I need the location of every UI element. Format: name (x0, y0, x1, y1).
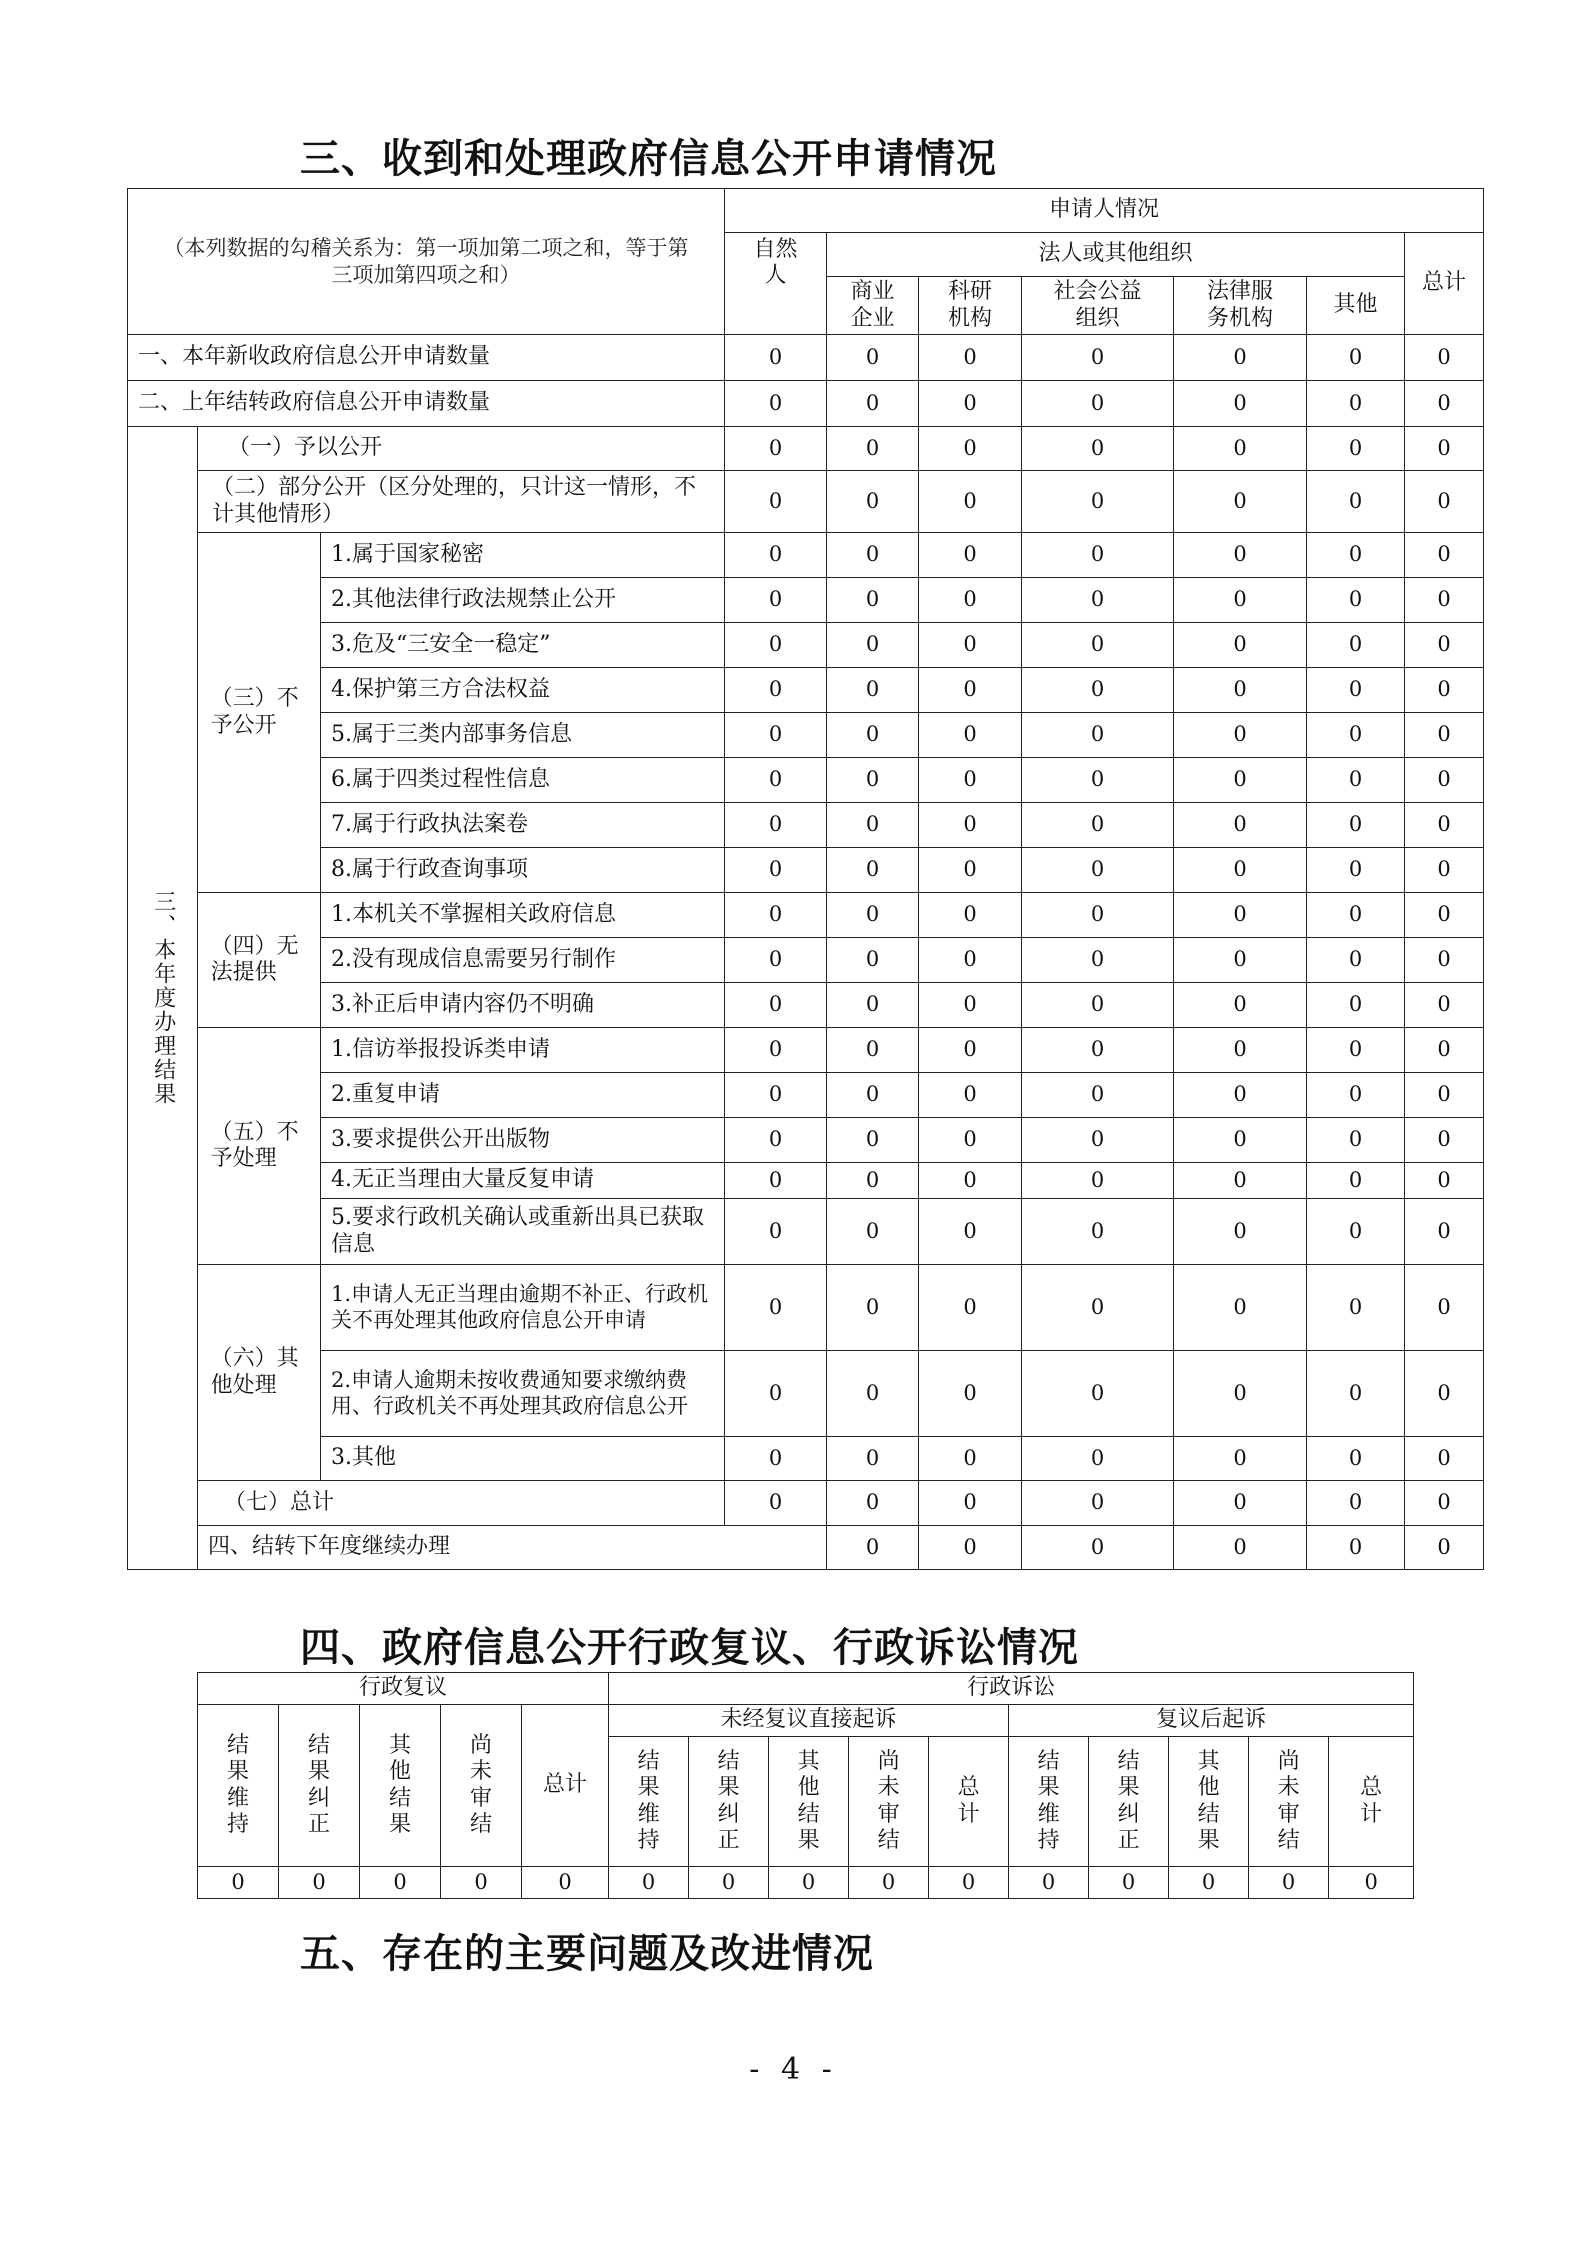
cell: 0 (725, 1199, 827, 1265)
cell: 0 (919, 578, 1022, 623)
cell: 0 (769, 1867, 849, 1899)
cell: 0 (1307, 803, 1405, 848)
cell: 0 (827, 533, 919, 578)
table-row (128, 1028, 1484, 1073)
cell: 0 (1169, 1867, 1249, 1899)
cell: 0 (1022, 803, 1174, 848)
table-row (128, 381, 1484, 427)
cell: 0 (1307, 1265, 1405, 1351)
table-row (128, 1163, 1484, 1199)
cell: 0 (827, 1351, 919, 1437)
cell: 0 (1022, 1526, 1174, 1570)
cell: 0 (827, 623, 919, 668)
cell: 0 (919, 427, 1022, 471)
cell: 0 (725, 758, 827, 803)
table-row (128, 938, 1484, 983)
cell: 0 (1405, 803, 1484, 848)
cell: 0 (1307, 893, 1405, 938)
col-legal-service: 法律服务机构 (1174, 277, 1307, 335)
cell: 0 (1405, 1028, 1484, 1073)
row-label: （二）部分公开（区分处理的，只计这一情形，不计其他情形） (198, 471, 725, 533)
cell: 0 (919, 713, 1022, 758)
cell: 0 (919, 381, 1022, 427)
cell: 0 (919, 758, 1022, 803)
after-col: 结果维持 (1009, 1737, 1089, 1867)
cell: 0 (827, 1073, 919, 1118)
cell: 0 (1174, 623, 1307, 668)
table-row (128, 803, 1484, 848)
cell: 0 (1307, 1028, 1405, 1073)
cell: 0 (919, 1028, 1022, 1073)
section4-title: 四、政府信息公开行政复议、行政诉讼情况 (300, 1625, 1079, 1671)
cell: 0 (827, 335, 919, 381)
table-note: （本列数据的勾稽关系为：第一项加第二项之和，等于第三项加第四项之和） (128, 189, 725, 335)
cell: 0 (1022, 1481, 1174, 1526)
cell: 0 (827, 1118, 919, 1163)
cell: 0 (1174, 713, 1307, 758)
col-commercial: 商业企业 (827, 277, 919, 335)
cell: 0 (725, 848, 827, 893)
cell: 0 (725, 668, 827, 713)
col-public-welfare: 社会公益组织 (1022, 277, 1174, 335)
cell: 0 (725, 1028, 827, 1073)
cell: 0 (1405, 1351, 1484, 1437)
table-row (128, 983, 1484, 1028)
cell: 0 (827, 1163, 919, 1199)
after-col: 其他结果 (1169, 1737, 1249, 1867)
row-label: 3.补正后申请内容仍不明确 (321, 983, 725, 1028)
direct-col: 结果纠正 (689, 1737, 769, 1867)
table-row (128, 758, 1484, 803)
cell: 0 (1022, 471, 1174, 533)
cell: 0 (1174, 1351, 1307, 1437)
cell: 0 (1022, 1028, 1174, 1073)
cell: 0 (1405, 1118, 1484, 1163)
cell: 0 (1174, 1118, 1307, 1163)
cell: 0 (827, 758, 919, 803)
cell: 0 (827, 983, 919, 1028)
cell: 0 (1022, 1118, 1174, 1163)
cell: 0 (1174, 1265, 1307, 1351)
cell: 0 (1174, 335, 1307, 381)
cell: 0 (1174, 578, 1307, 623)
cell: 0 (919, 983, 1022, 1028)
cell: 0 (1022, 1437, 1174, 1481)
cell: 0 (1009, 1867, 1089, 1899)
cell: 0 (1405, 713, 1484, 758)
cell: 0 (919, 1199, 1022, 1265)
cell: 0 (725, 1437, 827, 1481)
cell: 0 (827, 578, 919, 623)
cell: 0 (827, 1526, 919, 1570)
cell: 0 (1307, 335, 1405, 381)
cell: 0 (1307, 1199, 1405, 1265)
row-label: （七）总计 (198, 1481, 725, 1526)
cell: 0 (1307, 427, 1405, 471)
cell: 0 (919, 668, 1022, 713)
cell: 0 (1307, 471, 1405, 533)
cell: 0 (1405, 381, 1484, 427)
cell: 0 (1174, 668, 1307, 713)
cell: 0 (1307, 1118, 1405, 1163)
cell: 0 (725, 1118, 827, 1163)
cell: 0 (827, 381, 919, 427)
cell: 0 (919, 335, 1022, 381)
cell: 0 (1022, 533, 1174, 578)
cell: 0 (1307, 1073, 1405, 1118)
table-row (128, 1351, 1484, 1437)
cell: 0 (1405, 848, 1484, 893)
cell: 0 (1405, 578, 1484, 623)
cell: 0 (919, 471, 1022, 533)
row-label: 5.要求行政机关确认或重新出具已获取信息 (321, 1199, 725, 1265)
cell: 0 (1405, 758, 1484, 803)
cell: 0 (1022, 1199, 1174, 1265)
after-col: 总计 (1329, 1737, 1414, 1867)
review-col: 其他结果 (360, 1705, 441, 1867)
cell: 0 (725, 623, 827, 668)
table-row (128, 1481, 1484, 1526)
row-label: 4.保护第三方合法权益 (321, 668, 725, 713)
direct-col: 结果维持 (609, 1737, 689, 1867)
cell: 0 (1307, 623, 1405, 668)
cell: 0 (1022, 848, 1174, 893)
cell: 0 (1329, 1867, 1414, 1899)
row-label: 3.要求提供公开出版物 (321, 1118, 725, 1163)
cell: 0 (689, 1867, 769, 1899)
cell: 0 (1022, 1265, 1174, 1351)
cell: 0 (725, 1163, 827, 1199)
row-label: 1.申请人无正当理由逾期不补正、行政机关不再处理其他政府信息公开申请 (321, 1265, 725, 1351)
cell: 0 (279, 1867, 360, 1899)
cell: 0 (360, 1867, 441, 1899)
table-row (128, 1437, 1484, 1481)
cell: 0 (1022, 893, 1174, 938)
cell: 0 (725, 1351, 827, 1437)
cell: 0 (919, 1481, 1022, 1526)
row-label: 二、上年结转政府信息公开申请数量 (128, 381, 725, 427)
cell: 0 (1022, 1351, 1174, 1437)
table-row (128, 427, 1484, 471)
cell: 0 (198, 1867, 279, 1899)
cell: 0 (919, 848, 1022, 893)
cell: 0 (1307, 578, 1405, 623)
cell: 0 (827, 427, 919, 471)
cell: 0 (1022, 983, 1174, 1028)
cell: 0 (1174, 1526, 1307, 1570)
cell: 0 (919, 1526, 1022, 1570)
cell: 0 (1405, 623, 1484, 668)
application-table (127, 188, 1484, 1570)
table-row (128, 578, 1484, 623)
row-label: 1.属于国家秘密 (321, 533, 725, 578)
cell: 0 (1405, 533, 1484, 578)
cell: 0 (1174, 471, 1307, 533)
cell: 0 (1174, 1199, 1307, 1265)
table-row (128, 623, 1484, 668)
cell: 0 (827, 938, 919, 983)
review-litigation-table (197, 1672, 1414, 1899)
table-row (128, 335, 1484, 381)
cell: 0 (827, 1481, 919, 1526)
row-label: 4.无正当理由大量反复申请 (321, 1163, 725, 1199)
cell: 0 (1249, 1867, 1329, 1899)
cell: 0 (919, 1351, 1022, 1437)
cell: 0 (827, 713, 919, 758)
table-row (128, 471, 1484, 533)
cell: 0 (1174, 1437, 1307, 1481)
table-row (128, 1073, 1484, 1118)
cell: 0 (725, 803, 827, 848)
row-label: 2.其他法律行政法规禁止公开 (321, 578, 725, 623)
cell: 0 (1307, 381, 1405, 427)
cell: 0 (827, 1437, 919, 1481)
group-label: （五）不予处理 (198, 1028, 321, 1265)
cell: 0 (1174, 1028, 1307, 1073)
cell: 0 (1022, 623, 1174, 668)
group-label: （六）其他处理 (198, 1265, 321, 1481)
cell: 0 (1405, 1199, 1484, 1265)
cell: 0 (725, 1481, 827, 1526)
row-label: 3.危及“三安全一稳定” (321, 623, 725, 668)
cell: 0 (919, 1163, 1022, 1199)
row-label: 2.重复申请 (321, 1073, 725, 1118)
cell: 0 (1307, 1481, 1405, 1526)
cell: 0 (725, 471, 827, 533)
cell: 0 (725, 427, 827, 471)
cell: 0 (1307, 713, 1405, 758)
cell: 0 (725, 713, 827, 758)
cell: 0 (1174, 938, 1307, 983)
table-row (128, 533, 1484, 578)
cell: 0 (1307, 1351, 1405, 1437)
row-label: 2.没有现成信息需要另行制作 (321, 938, 725, 983)
cell: 0 (1174, 1073, 1307, 1118)
applicant-header: 申请人情况 (725, 189, 1484, 233)
cell: 0 (522, 1867, 609, 1899)
cell: 0 (725, 578, 827, 623)
after-header: 复议后起诉 (1009, 1705, 1414, 1737)
cell: 0 (1307, 938, 1405, 983)
review-header: 行政复议 (198, 1673, 609, 1705)
after-col: 尚未审结 (1249, 1737, 1329, 1867)
cell: 0 (919, 623, 1022, 668)
table-row (128, 713, 1484, 758)
section5-title: 五、存在的主要问题及改进情况 (300, 1931, 874, 1977)
row-label: 8.属于行政查询事项 (321, 848, 725, 893)
natural-person-header: 自然人 (725, 233, 827, 335)
table-row (198, 1867, 1414, 1899)
row-label: 6.属于四类过程性信息 (321, 758, 725, 803)
cell: 0 (1405, 938, 1484, 983)
cell: 0 (1405, 471, 1484, 533)
cell: 0 (1405, 668, 1484, 713)
direct-col: 尚未审结 (849, 1737, 929, 1867)
cell: 0 (1405, 1481, 1484, 1526)
row-label: 1.本机关不掌握相关政府信息 (321, 893, 725, 938)
cell: 0 (827, 471, 919, 533)
cell: 0 (1022, 938, 1174, 983)
cell: 0 (1307, 668, 1405, 713)
cell: 0 (919, 803, 1022, 848)
cell: 0 (725, 983, 827, 1028)
direct-col: 其他结果 (769, 1737, 849, 1867)
cell: 0 (919, 1073, 1022, 1118)
cell: 0 (1174, 1163, 1307, 1199)
cell: 0 (1174, 758, 1307, 803)
legal-group-header: 法人或其他组织 (827, 233, 1405, 277)
cell: 0 (1022, 381, 1174, 427)
review-col: 总计 (522, 1705, 609, 1867)
cell: 0 (919, 1118, 1022, 1163)
cell: 0 (1022, 1073, 1174, 1118)
cell: 0 (1307, 758, 1405, 803)
row-label: 7.属于行政执法案卷 (321, 803, 725, 848)
cell: 0 (1405, 1073, 1484, 1118)
col-research: 科研机构 (919, 277, 1022, 335)
cell: 0 (1405, 983, 1484, 1028)
review-col: 结果纠正 (279, 1705, 360, 1867)
cell: 0 (441, 1867, 522, 1899)
cell: 0 (725, 381, 827, 427)
cell: 0 (849, 1867, 929, 1899)
group-label: （四）无法提供 (198, 893, 321, 1028)
cell: 0 (827, 893, 919, 938)
cell: 0 (827, 1028, 919, 1073)
cell: 0 (919, 938, 1022, 983)
row-label: 5.属于三类内部事务信息 (321, 713, 725, 758)
cell: 0 (919, 1437, 1022, 1481)
cell: 0 (1307, 1437, 1405, 1481)
cell: 0 (725, 1073, 827, 1118)
cell: 0 (1174, 983, 1307, 1028)
cell: 0 (1307, 983, 1405, 1028)
cell: 0 (1022, 668, 1174, 713)
cell: 0 (725, 533, 827, 578)
table-row (128, 848, 1484, 893)
after-col: 结果纠正 (1089, 1737, 1169, 1867)
cell: 0 (609, 1867, 689, 1899)
cell: 0 (1022, 427, 1174, 471)
cell: 0 (1174, 893, 1307, 938)
cell: 0 (1405, 1265, 1484, 1351)
table-row (128, 1265, 1484, 1351)
cell: 0 (1405, 427, 1484, 471)
row-label: 2.申请人逾期未按收费通知要求缴纳费用、行政机关不再处理其政府信息公开 (321, 1351, 725, 1437)
cell: 0 (725, 1265, 827, 1351)
cell: 0 (919, 533, 1022, 578)
review-col: 结果维持 (198, 1705, 279, 1867)
cell: 0 (1405, 335, 1484, 381)
cell: 0 (1174, 848, 1307, 893)
cell: 0 (1022, 578, 1174, 623)
cell: 0 (1022, 1163, 1174, 1199)
group-label: （三）不予公开 (198, 533, 321, 893)
table-row (128, 668, 1484, 713)
litigation-header: 行政诉讼 (609, 1673, 1414, 1705)
cell: 0 (1307, 1526, 1405, 1570)
table-row (128, 893, 1484, 938)
cell: 0 (1405, 1437, 1484, 1481)
cell: 0 (1307, 848, 1405, 893)
cell: 0 (1174, 1481, 1307, 1526)
cell: 0 (827, 1265, 919, 1351)
cell: 0 (1022, 713, 1174, 758)
cell: 0 (725, 335, 827, 381)
cell: 0 (1405, 893, 1484, 938)
row-label: 1.信访举报投诉类申请 (321, 1028, 725, 1073)
cell: 0 (1307, 533, 1405, 578)
cell: 0 (827, 668, 919, 713)
cell: 0 (1174, 381, 1307, 427)
table-row (128, 1526, 1484, 1570)
col-other: 其他 (1307, 277, 1405, 335)
cell: 0 (929, 1867, 1009, 1899)
total-header: 总计 (1405, 233, 1484, 335)
cell: 0 (827, 1199, 919, 1265)
section3-title: 三、收到和处理政府信息公开申请情况 (300, 136, 997, 182)
cell: 0 (1174, 803, 1307, 848)
cell: 0 (1174, 427, 1307, 471)
cell: 0 (725, 938, 827, 983)
table-row (128, 1199, 1484, 1265)
row-label: 四、结转下年度继续办理 (198, 1526, 827, 1570)
cell: 0 (1022, 335, 1174, 381)
cell: 0 (1405, 1163, 1484, 1199)
cell: 0 (919, 893, 1022, 938)
cell: 0 (725, 893, 827, 938)
cell: 0 (919, 1265, 1022, 1351)
cell: 0 (1307, 1163, 1405, 1199)
cell: 0 (1174, 533, 1307, 578)
cell: 0 (1089, 1867, 1169, 1899)
cell: 0 (827, 848, 919, 893)
cell: 0 (827, 803, 919, 848)
direct-header: 未经复议直接起诉 (609, 1705, 1009, 1737)
row-label: （一）予以公开 (198, 427, 725, 471)
row-label: 一、本年新收政府信息公开申请数量 (128, 335, 725, 381)
page-number: - 4 - (749, 2052, 838, 2087)
row-label: 3.其他 (321, 1437, 725, 1481)
cell: 0 (1405, 1526, 1484, 1570)
table-row (128, 1118, 1484, 1163)
cell: 0 (1022, 758, 1174, 803)
direct-col: 总计 (929, 1737, 1009, 1867)
review-col: 尚未审结 (441, 1705, 522, 1867)
result-group-label: 三、本年度办理结果 (128, 427, 198, 1570)
